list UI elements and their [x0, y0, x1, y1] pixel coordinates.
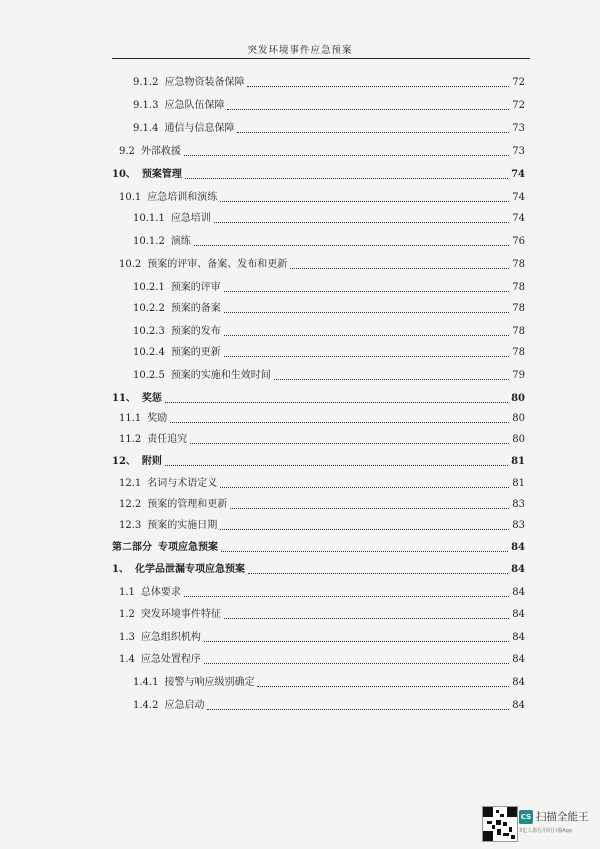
- toc-page-number: 72: [512, 77, 525, 88]
- toc-entry[interactable]: [133, 235, 525, 249]
- toc-entry-number: 12、: [112, 456, 136, 467]
- toc-entry-text: 预案的实施日期: [147, 520, 218, 531]
- toc-entry[interactable]: [119, 191, 525, 205]
- toc-entry-title: [133, 76, 244, 90]
- toc-entry-title: [133, 235, 191, 249]
- toc-entry[interactable]: [119, 631, 525, 645]
- toc-entry-number: 10.1.2: [133, 236, 165, 247]
- toc-page-number: 72: [512, 100, 525, 111]
- toc-entry-text: 预案的评审: [170, 282, 221, 293]
- toc-entry[interactable]: [133, 122, 525, 136]
- toc-entry[interactable]: [133, 302, 525, 316]
- toc-entry[interactable]: [112, 392, 525, 406]
- toc-entry-text: 应急物资装备保障: [164, 77, 245, 88]
- toc-entry-title: [112, 455, 162, 469]
- toc-entry-text: 应急队伍保障: [164, 100, 225, 111]
- toc-entry-title: [112, 541, 218, 555]
- toc-entry[interactable]: [112, 168, 525, 182]
- toc-entry[interactable]: [119, 608, 525, 622]
- toc-page-number: 78: [512, 303, 525, 314]
- toc-entry-title: [133, 699, 204, 713]
- toc-entry-text: 应急启动: [164, 700, 205, 711]
- toc-entry-text: 预案的发布: [170, 326, 221, 337]
- toc-page-number: 84: [512, 587, 525, 598]
- dot-leader: [257, 686, 509, 687]
- toc-entry-text: 预案的更新: [170, 347, 221, 358]
- toc-entry-number: 12.1: [119, 478, 142, 489]
- toc-entry[interactable]: [133, 212, 525, 226]
- toc-entry-title: [133, 676, 254, 690]
- toc-entry-text: 应急处置程序: [140, 654, 201, 665]
- toc-page-number: 78: [512, 326, 525, 337]
- toc-entry[interactable]: [133, 676, 525, 690]
- toc-entry-number: 9.2: [119, 146, 135, 157]
- dot-leader: [224, 291, 509, 292]
- toc-entry-text: 奖励: [147, 413, 168, 424]
- toc-page-number: 84: [511, 542, 525, 553]
- toc-entry-title: [112, 563, 245, 577]
- toc-entry-number: 1.2: [119, 609, 135, 620]
- toc-entry-text: 责任追究: [147, 434, 188, 445]
- toc-entry-number: 1.3: [119, 632, 135, 643]
- toc-entry-title: [119, 498, 227, 512]
- toc-entry[interactable]: [133, 99, 525, 113]
- dot-leader: [185, 178, 508, 179]
- toc-entry-text: 专项应急预案: [158, 542, 218, 553]
- toc-entry-number: 10.2.3: [133, 326, 165, 337]
- toc-entry-title: [133, 99, 224, 113]
- toc-page-number: 74: [512, 192, 525, 203]
- toc-entry-title: [133, 369, 271, 383]
- dot-leader: [204, 641, 509, 642]
- dot-leader: [184, 155, 509, 156]
- toc-page-number: 79: [512, 370, 525, 381]
- toc-entry-text: 突发环境事件特征: [140, 609, 221, 620]
- toc-entry-number: 10.2.2: [133, 303, 165, 314]
- toc-page-number: 84: [512, 609, 525, 620]
- toc-page-number: 84: [512, 654, 525, 665]
- toc-entry-text: 奖惩: [141, 393, 162, 404]
- toc-entry-title: [119, 631, 201, 645]
- dot-leader: [224, 312, 509, 313]
- toc-entry-number: 11.2: [119, 434, 142, 445]
- toc-page-number: 80: [511, 393, 525, 404]
- camscanner-tagline: 3亿人都在用的扫描App: [519, 828, 572, 834]
- toc-entry-text: 通信与信息保障: [164, 123, 235, 134]
- dot-leader: [237, 132, 509, 133]
- dot-leader: [194, 245, 509, 246]
- qr-code-icon: [482, 806, 518, 842]
- toc-entry[interactable]: [133, 699, 525, 713]
- dot-leader: [290, 268, 509, 269]
- toc-entry-number: 9.1.3: [133, 100, 159, 111]
- toc-page-number: 74: [511, 169, 525, 180]
- dot-leader: [220, 529, 509, 530]
- toc-entry-text: 预案的实施和生效时间: [170, 370, 271, 381]
- toc-page-number: 80: [512, 413, 525, 424]
- toc-page-number: 83: [512, 499, 525, 510]
- toc-entry[interactable]: [119, 498, 525, 512]
- toc-entry-text: 名词与术语定义: [147, 478, 218, 489]
- dot-leader: [220, 487, 509, 488]
- toc-entry[interactable]: [133, 346, 525, 360]
- toc-page-number: 78: [512, 282, 525, 293]
- toc-entry-title: [133, 325, 221, 339]
- dot-leader: [274, 379, 509, 380]
- camscanner-logo: CS: [519, 810, 533, 824]
- header-rule: [112, 58, 530, 59]
- toc-page-number: 80: [512, 434, 525, 445]
- toc-entry-number: 10.2.5: [133, 370, 165, 381]
- toc-page-number: 81: [511, 456, 525, 467]
- toc-page-number: 73: [512, 146, 525, 157]
- dot-leader: [214, 222, 509, 223]
- toc-page-number: 84: [512, 632, 525, 643]
- toc-entry-text: 化学品泄漏专项应急预案: [134, 564, 245, 575]
- toc-entry[interactable]: [119, 412, 525, 426]
- toc-entry-number: 10.2: [119, 259, 142, 270]
- dot-leader: [184, 596, 509, 597]
- toc-entry-number: 10、: [112, 169, 136, 180]
- toc-entry-text: 预案的备案: [170, 303, 221, 314]
- toc-entry-title: [133, 302, 221, 316]
- toc-entry[interactable]: [133, 369, 525, 383]
- toc-entry-title: [133, 346, 221, 360]
- toc-entry-text: 附则: [141, 456, 162, 467]
- toc-entry[interactable]: [119, 519, 525, 533]
- dot-leader: [165, 402, 508, 403]
- toc-entry-number: 11.1: [119, 413, 142, 424]
- toc-page-number: 74: [512, 213, 525, 224]
- toc-page-number: 78: [512, 259, 525, 270]
- toc-page-number: 73: [512, 123, 525, 134]
- toc-entry-text: 外部救援: [140, 146, 181, 157]
- dot-leader: [170, 422, 509, 423]
- toc-entry[interactable]: [133, 325, 525, 339]
- toc-entry-text: 应急组织机构: [140, 632, 201, 643]
- toc-entry[interactable]: [133, 281, 525, 295]
- toc-entry-title: [119, 145, 181, 159]
- toc-page-number: 76: [512, 236, 525, 247]
- toc-entry-number: 10.1: [119, 192, 142, 203]
- toc-entry-number: 1.4.2: [133, 700, 159, 711]
- dot-leader: [221, 551, 508, 552]
- toc-entry-text: 预案的评审、备案、发布和更新: [147, 259, 288, 270]
- dot-leader: [224, 335, 509, 336]
- toc-entry-title: [133, 281, 221, 295]
- toc-entry-title: [119, 477, 217, 491]
- toc-entry-text: 预案的管理和更新: [147, 499, 228, 510]
- camscanner-brand: 扫描全能王: [536, 811, 589, 823]
- toc-entry-number: 1.1: [119, 587, 135, 598]
- toc-page-number: 84: [511, 564, 525, 575]
- toc-entry[interactable]: [112, 563, 525, 577]
- toc-entry-title: [133, 122, 234, 136]
- dot-leader: [165, 465, 508, 466]
- toc-entry-title: [133, 212, 211, 226]
- toc-entry-title: [119, 608, 221, 622]
- page-header: 突发环境事件应急预案: [247, 45, 353, 56]
- toc-entry[interactable]: [119, 258, 525, 272]
- toc-entry-title: [112, 168, 182, 182]
- toc-entry-number: 11、: [112, 393, 136, 404]
- dot-leader: [224, 356, 509, 357]
- toc-entry-title: [119, 586, 181, 600]
- dot-leader: [227, 109, 509, 110]
- toc-entry-number: 1、: [112, 564, 129, 575]
- toc-page-number: 83: [512, 520, 525, 531]
- dot-leader: [207, 709, 509, 710]
- toc-entry-title: [112, 392, 162, 406]
- toc-entry-title: [119, 519, 217, 533]
- dot-leader: [204, 663, 509, 664]
- toc-entry-number: 第二部分: [112, 542, 152, 553]
- camscanner-watermark: [482, 806, 592, 842]
- toc-entry-title: [119, 258, 287, 272]
- toc-page-number: 84: [512, 677, 525, 688]
- dot-leader: [220, 201, 509, 202]
- toc-entry-number: 12.3: [119, 520, 142, 531]
- dot-leader: [230, 508, 509, 509]
- toc-entry[interactable]: [119, 145, 525, 159]
- toc-entry-number: 1.4.1: [133, 677, 159, 688]
- toc-page-number: 81: [512, 478, 525, 489]
- toc-entry-number: 10.2.4: [133, 347, 165, 358]
- toc-page-number: 84: [512, 700, 525, 711]
- toc-entry-number: 1.4: [119, 654, 135, 665]
- dot-leader: [224, 618, 509, 619]
- toc-entry-text: 总体要求: [140, 587, 181, 598]
- toc-entry[interactable]: [133, 76, 525, 90]
- dot-leader: [247, 86, 509, 87]
- dot-leader: [248, 573, 508, 574]
- toc-entry-title: [119, 433, 187, 447]
- toc-entry[interactable]: [119, 653, 525, 667]
- toc-entry-number: 12.2: [119, 499, 142, 510]
- toc-entry-title: [119, 653, 201, 667]
- toc-entry-text: 预案管理: [141, 169, 182, 180]
- toc-entry-number: 10.1.1: [133, 213, 165, 224]
- toc-entry-number: 9.1.2: [133, 77, 159, 88]
- dot-leader: [190, 443, 509, 444]
- toc-entry[interactable]: [112, 455, 525, 469]
- toc-entry[interactable]: [112, 541, 525, 555]
- toc-entry-number: 9.1.4: [133, 123, 159, 134]
- toc-entry-title: [119, 412, 167, 426]
- toc-entry-text: 应急培训: [170, 213, 211, 224]
- toc-entry[interactable]: [119, 586, 525, 600]
- toc-entry-number: 10.2.1: [133, 282, 165, 293]
- toc-entry[interactable]: [119, 433, 525, 447]
- toc-entry-text: 接警与响应级别确定: [164, 677, 255, 688]
- toc-entry-text: 演练: [170, 236, 191, 247]
- toc-entry[interactable]: [119, 477, 525, 491]
- toc-page-number: 78: [512, 347, 525, 358]
- toc-entry-text: 应急培训和演练: [147, 192, 218, 203]
- toc-entry-title: [119, 191, 217, 205]
